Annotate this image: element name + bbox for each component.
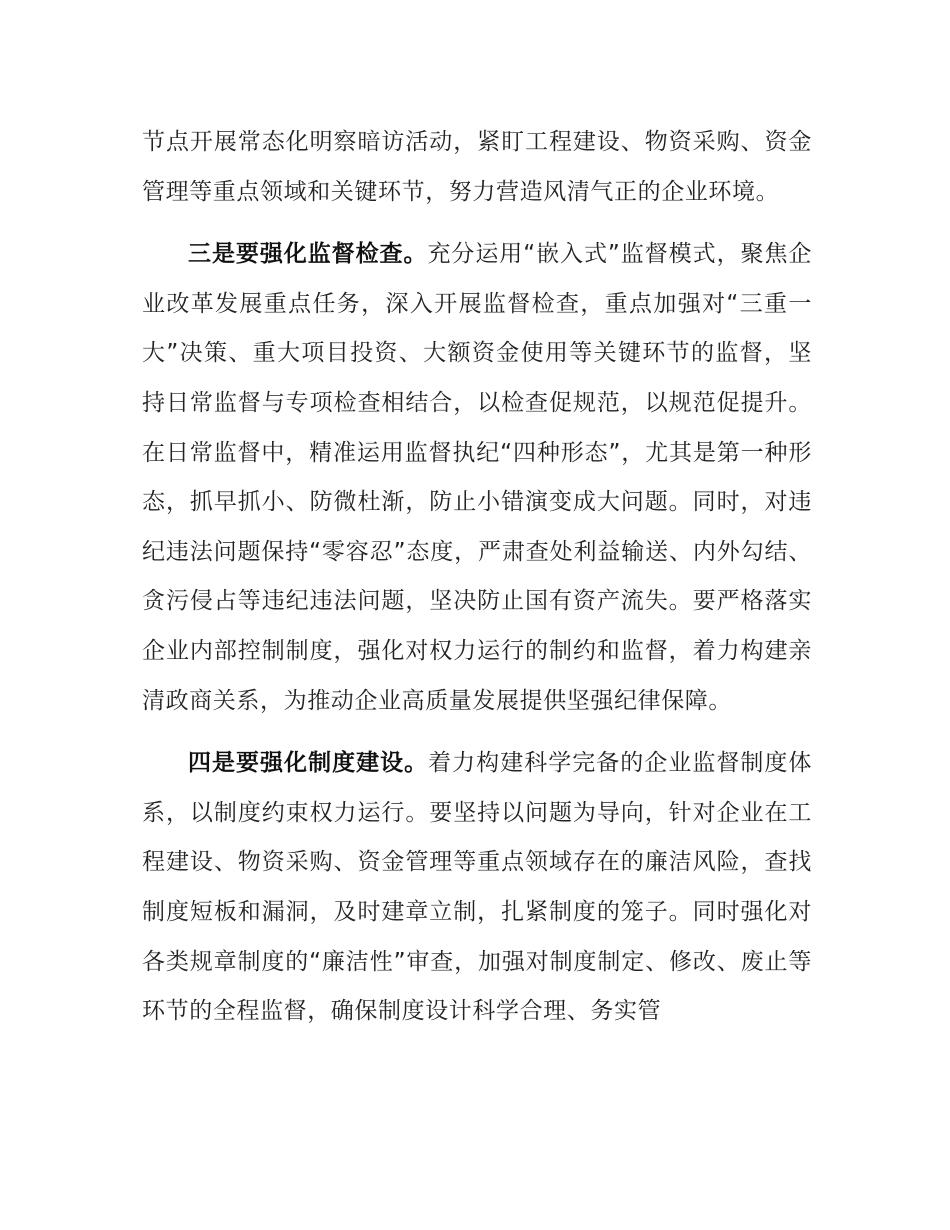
document-page	[142, 118, 812, 1037]
paragraph-supervision-inspection	[142, 230, 812, 726]
paragraph-system-building	[142, 739, 812, 1037]
paragraph-gap	[142, 217, 812, 230]
paragraph-lead-heading: 四是要强化制度建设。	[188, 750, 429, 777]
paragraph-gap	[142, 726, 812, 739]
paragraph-lead-heading: 三是要强化监督检查。	[188, 241, 428, 268]
paragraph-text: 节点开展常态化明察暗访活动，紧盯工程建设、物资采购、资金管理等重点领域和关键环节，努力营造风清气正的企业环境。	[142, 129, 812, 205]
paragraph-text: 着力构建科学完备的企业监督制度体系，以制度约束权力运行。要坚持以问题为导向，针对企业在工程建设、物资采购、资金管理等重点领域存在的廉洁风险，查找制度短板和漏洞，及时建章立制，扎紧制度的笼子。同时强化对各类规章制度的“廉洁性”审查，加强对制度制定、修改、废止等环节的全程监督，确保制度设计科学合理、务实管	[142, 750, 812, 1025]
paragraph-text: 充分运用“嵌入式”监督模式，聚焦企业改革发展重点任务，深入开展监督检查，重点加强对“三重一大”决策、重大项目投资、大额资金使用等关键环节的监督，坚持日常监督与专项检查相结合，以检查促规范，以规范促提升。在日常监督中，精准运用监督执纪“四种形态”，尤其是第一种形态，抓早抓小、防微杜渐，防止小错演变成大问题。同时，对违纪违法问题保持“零容忍”态度，严肃查处利益输送、内外勾结、贪污侵占等违纪违法问题，坚决防止国有资产流失。要严格落实企业内部控制制度，强化对权力运行的制约和监督，着力构建亲清政商关系，为推动企业高质量发展提供坚强纪律保障。	[142, 241, 813, 714]
paragraph-continuation	[142, 118, 812, 217]
